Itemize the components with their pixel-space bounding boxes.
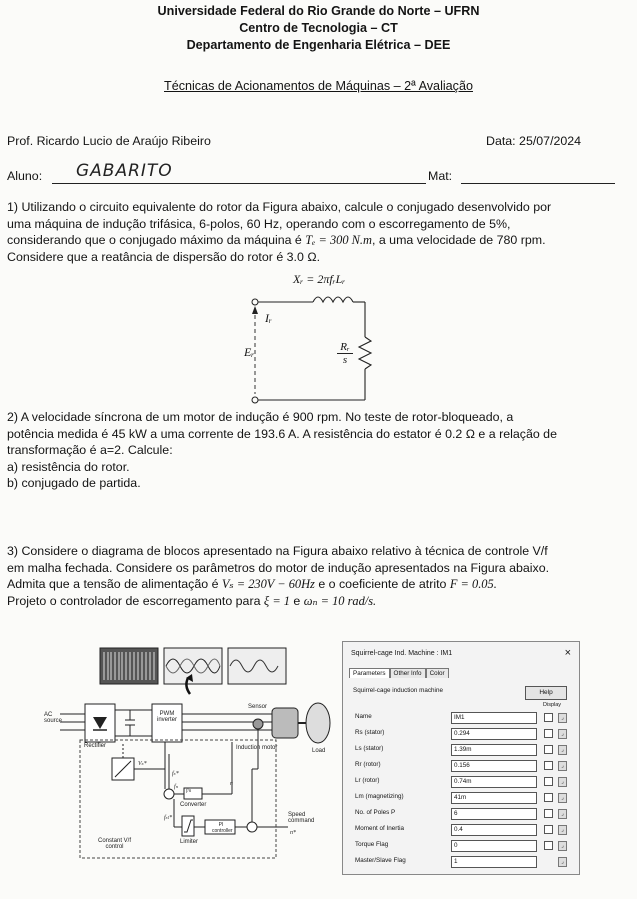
param-menu-button[interactable]: ⌟: [558, 793, 567, 803]
display-checkbox[interactable]: [544, 745, 553, 754]
q3-line3-a: Admita que a tensão de alimentação é: [7, 577, 222, 592]
display-checkbox[interactable]: [544, 825, 553, 834]
q3-line2: em malha fechada. Considere os parâmetros do motor de indução apresentados na Figura abaixo.: [7, 560, 550, 575]
tab-color[interactable]: Color: [426, 668, 449, 678]
q3-line4-a: Projeto o controlador de escorregamento para: [7, 593, 264, 608]
q3-xi-math: ξ = 1: [263, 593, 290, 608]
induction-motor: [272, 708, 298, 738]
question-3: [7, 543, 630, 609]
resistor-numerator: Rᵣ: [337, 341, 353, 354]
param-menu-button[interactable]: ⌟: [558, 729, 567, 739]
q3-line1: 3) Considere o diagrama de blocos apresentado na Figura abaixo relativo à técnica de controle V/f: [7, 544, 548, 558]
param-row-master-slave: [355, 856, 573, 868]
current-label: Iᵣ: [265, 311, 272, 325]
summing-junction-2: [247, 822, 257, 832]
tab-other-info[interactable]: Other Info: [390, 668, 426, 678]
pwm-inverter-label: PWM inverter: [156, 711, 177, 723]
vs-signal-label: Vₛ*: [138, 761, 147, 767]
param-label: Master/Slave Flag: [355, 857, 406, 864]
param-label: Rr (rotor): [355, 761, 381, 768]
param-row-poles: [355, 808, 573, 820]
q1-line3: [7, 232, 630, 249]
param-rs-field[interactable]: 0.294: [451, 728, 537, 740]
param-row-lm: [355, 792, 573, 804]
q1-line3-a: considerando que o conjugado máximo da máquina é: [7, 233, 306, 248]
param-row-inertia: [355, 824, 573, 836]
q2-line2: potência medida é 45 kW a uma corrente de 193.6 A. A resistência do estator é 0.2 Ω e a relação de: [7, 426, 557, 441]
param-menu-button[interactable]: ⌟: [558, 713, 567, 723]
resistor-symbol: [359, 337, 371, 369]
param-menu-button[interactable]: ⌟: [558, 841, 567, 851]
q1-line1: 1) Utilizando o circuito equivalente do rotor da Figura abaixo, calcule o conjugado desenvolvido por: [7, 200, 552, 214]
student-label: Aluno:: [7, 169, 43, 183]
param-row-rr: [355, 760, 573, 772]
sensor-label: Sensor: [248, 704, 268, 710]
param-menu-button[interactable]: ⌟: [558, 857, 567, 867]
resistor-label: [337, 341, 353, 366]
param-menu-button[interactable]: ⌟: [558, 745, 567, 755]
converter-label: Converter: [180, 802, 207, 808]
param-rr-field[interactable]: 0.156: [451, 760, 537, 772]
param-label: Moment of Inertia: [355, 825, 404, 832]
inductor-symbol: [313, 297, 353, 302]
param-ls-field[interactable]: 1.39m: [451, 744, 537, 756]
param-row-torque-flag: [355, 840, 573, 852]
limiter-block: [182, 816, 194, 836]
terminal-bottom: [252, 397, 258, 403]
param-label: Rs (stator): [355, 729, 385, 736]
param-row-ls: [355, 744, 573, 756]
current-waveform-panel: [164, 648, 222, 684]
question-1: [7, 199, 630, 265]
fs-signal-label: fₛ*: [172, 771, 179, 777]
q3-friction-math: F = 0.05.: [449, 577, 497, 592]
dialog-title: Squirrel-cage Ind. Machine : IM1: [351, 650, 453, 657]
q2-item-a: a) resistência do rotor.: [7, 459, 130, 474]
exam-date: Data: 25/07/2024: [486, 134, 582, 148]
display-checkbox[interactable]: [544, 809, 553, 818]
course-title-text: Técnicas de Acionamentos de Máquinas – 2ª Avaliação: [164, 79, 473, 93]
param-menu-button[interactable]: ⌟: [558, 825, 567, 835]
param-label: Name: [355, 713, 372, 720]
dialog-description: Squirrel-cage induction machine: [353, 687, 443, 694]
current-arrow: [252, 306, 258, 314]
speed-command-label: Speed command: [288, 812, 315, 824]
param-row-lr: [355, 776, 573, 788]
resistor-denominator: s: [342, 354, 348, 366]
pwm-inverter-block: [152, 704, 182, 742]
q3-line4: [7, 593, 630, 610]
emf-label: Eᵣ: [244, 345, 255, 359]
department-name: Departamento de Engenharia Elétrica – DEE: [186, 38, 451, 52]
university-name: Universidade Federal do Rio Grande do Norte – UFRN: [157, 4, 480, 18]
q2-line3: transformação é a=2. Calcule:: [7, 443, 173, 458]
q1-line4: Considere que a reatância de dispersão do rotor é 3.0 Ω.: [7, 249, 321, 264]
param-master-slave-field[interactable]: 1: [451, 856, 537, 868]
display-checkbox[interactable]: [544, 793, 553, 802]
converter-gain-label: f/n: [186, 789, 192, 794]
q1-torque-math: Tₑ = 300 N.m: [305, 233, 372, 248]
q3-line4-b: e: [289, 593, 304, 608]
q3-omega-math: ωₙ = 10 rad/s.: [303, 593, 377, 608]
display-checkbox[interactable]: [544, 841, 553, 850]
constant-vf-label: Constant V/f control: [98, 838, 132, 850]
course-title: [0, 79, 637, 93]
professor-name: Prof. Ricardo Lucio de Araújo Ribeiro: [7, 134, 211, 148]
voltage-waveform-panel: [228, 648, 286, 684]
machine-parameters-dialog: [342, 641, 580, 875]
n-signal-label: n: [230, 781, 233, 787]
summing-junction-1: [164, 789, 174, 799]
param-menu-button[interactable]: ⌟: [558, 809, 567, 819]
param-menu-button[interactable]: ⌟: [558, 777, 567, 787]
terminal-top: [252, 299, 258, 305]
load-flywheel: [306, 703, 330, 743]
student-handwritten: GABARITO: [76, 161, 173, 181]
ac-source-label: AC source: [44, 712, 63, 724]
rectifier-label: Rectifier: [84, 743, 107, 749]
q3-line3: [7, 576, 630, 593]
q2-line1: 2) A velocidade síncrona de um motor de indução é 900 rpm. No teste de rotor-bloqueado, a: [7, 410, 514, 424]
param-inertia-field[interactable]: 0.4: [451, 824, 537, 836]
mat-label: Mat:: [428, 169, 453, 183]
mat-line: [461, 183, 615, 184]
inductor-label: Xᵣ = 2πfᵣLᵣ: [293, 272, 346, 286]
fsl-signal-label: fₛₗ*: [164, 815, 173, 821]
display-checkbox[interactable]: [544, 777, 553, 786]
speed-sensor: [253, 719, 263, 729]
dialog-tabs: [349, 668, 449, 678]
display-column-label: Display: [543, 702, 562, 708]
q3-line3-b: e o coeficiente de atrito: [314, 577, 450, 592]
param-label: Ls (stator): [355, 745, 384, 752]
limiter-label: Limiter: [180, 839, 199, 845]
q1-line3-b: , a uma velocidade de 780 rpm.: [371, 233, 546, 248]
close-icon[interactable]: ×: [564, 647, 571, 659]
vf-block-diagram: [40, 644, 335, 869]
param-name-field[interactable]: IM1: [451, 712, 537, 724]
param-row-name: [355, 712, 573, 724]
tab-parameters[interactable]: Parameters: [349, 668, 390, 678]
fn-signal-label: fₙ: [174, 784, 179, 790]
param-label: Lr (rotor): [355, 777, 380, 784]
param-poles-field[interactable]: 6: [451, 808, 537, 820]
q2-item-b: b) conjugado de partida.: [7, 476, 141, 491]
param-torque-flag-field[interactable]: 0: [451, 840, 537, 852]
param-lr-field[interactable]: 0.74m: [451, 776, 537, 788]
question-2: [7, 409, 630, 492]
help-button[interactable]: Help: [525, 686, 567, 700]
q1-line2: uma máquina de indução trifásica, 6-polos, 60 Hz, operando com o escorregamento de 5%,: [7, 216, 511, 231]
param-label: Lm (magnetizing): [355, 793, 404, 800]
param-label: No. of Poles P: [355, 809, 396, 816]
param-label: Torque Flag: [355, 841, 389, 848]
student-line: [52, 183, 426, 184]
load-label: Load: [312, 748, 326, 754]
induction-motor-label: Induction motor: [236, 745, 278, 751]
display-checkbox[interactable]: [544, 729, 553, 738]
display-checkbox[interactable]: [544, 713, 553, 722]
center-name: Centro de Tecnologia – CT: [239, 21, 398, 35]
param-row-rs: [355, 728, 573, 740]
param-lm-field[interactable]: 41m: [451, 792, 537, 804]
pi-controller-label: PI controller: [212, 822, 233, 834]
nstar-signal-label: n*: [290, 830, 296, 836]
pwm-waveform-panel: [100, 648, 158, 684]
param-menu-button[interactable]: ⌟: [558, 761, 567, 771]
display-checkbox[interactable]: [544, 761, 553, 770]
q3-voltage-math: Vₛ = 230V − 60Hz: [221, 577, 315, 592]
rotor-circuit-figure: [225, 272, 405, 412]
